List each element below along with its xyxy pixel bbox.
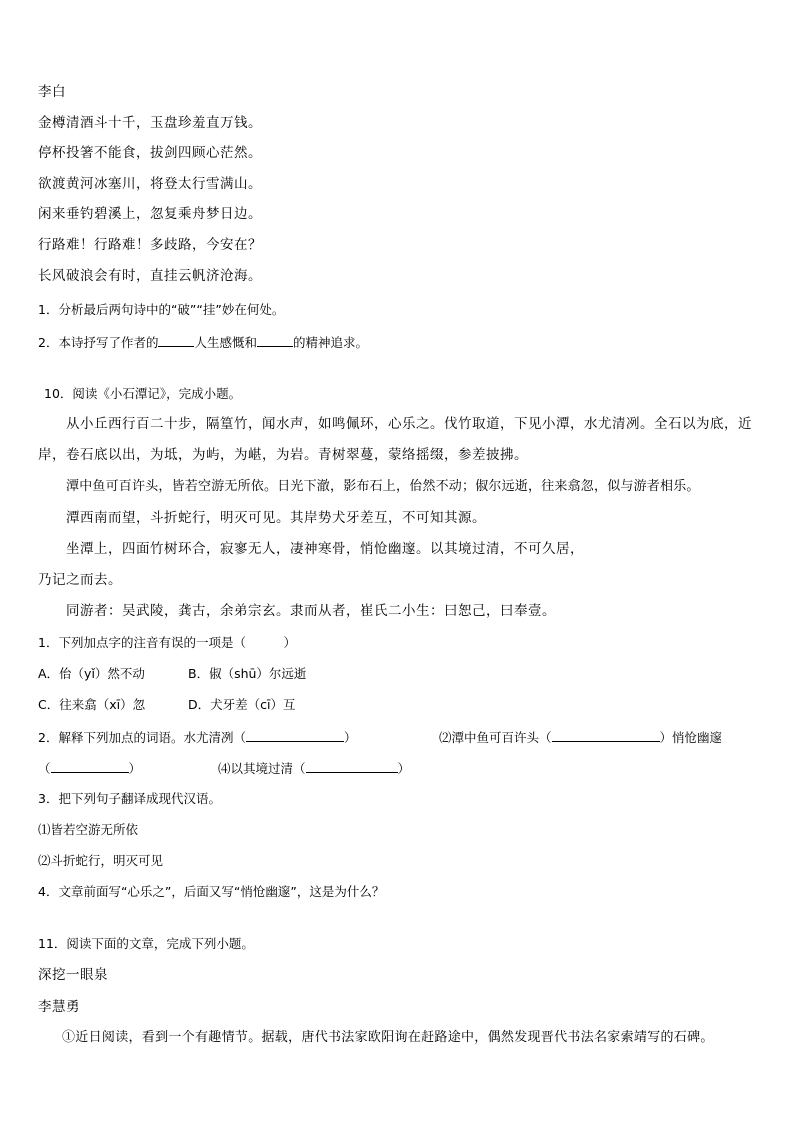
question-text: ） [128,761,142,776]
text-paragraph: 潭西南而望，斗折蛇行，明灭可见。其岸势犬牙差互，不可知其源。 [66,510,486,526]
question-text: 人生感慨和 [194,335,257,350]
article-title: 深挖一眼泉 [38,967,108,983]
answer-blank[interactable] [552,728,660,742]
question-text: ⑷以其境过清（ [218,761,306,776]
text-paragraph: 潭中鱼可百许头，皆若空游无所依。日光下澈，影布石上，佁然不动；俶尔远逝，往来翕忽，似与游者相乐。 [66,479,700,494]
poem-line: 停杯投箸不能食，拔剑四顾心茫然。 [38,145,262,161]
answer-blank[interactable] [306,759,398,773]
text-paragraph: 坐潭上，四面竹树环合，寂寥无人，凄神寒骨，悄怆幽邃。以其境过清，不可久居， [66,541,584,557]
poem-line: 长风破浪会有时，直挂云帆济沧海。 [38,268,262,284]
question-text: ）悄怆幽邃 [659,730,723,745]
question-4: 4．文章前面写“心乐之”，后面又写“悄怆幽邃”，这是为什么？ [38,884,385,899]
poem-line: 行路难！行路难！多歧路，今安在？ [38,237,262,253]
question-2-part [38,759,141,777]
question-text: 2．本诗抒写了作者的 [38,335,159,350]
text-paragraph: 岸，卷石底以出，为坻，为屿，为嵁，为岩。青树翠蔓，蒙络摇缀，参差披拂。 [38,447,528,463]
question-2 [38,728,356,746]
text-paragraph: 从小丘西行百二十步，隔篁竹，闻水声，如鸣佩环，心乐之。伐竹取道，下见小潭，水尤清冽。全石以为底，近 [66,416,752,432]
question-text: 2．解释下列加点的词语。水尤清冽（ [38,730,246,745]
question-text: ） [343,730,357,745]
option-b[interactable]: B．俶（shū）尔远逝 [188,666,307,681]
option-a[interactable]: A．佁（yǐ）然不动 [38,666,145,681]
question-text: （ [38,761,51,776]
answer-blank[interactable] [246,728,344,742]
article-author: 李慧勇 [38,999,80,1015]
question-3-item: ⑵斗折蛇行，明灭可见 [38,853,164,868]
section-heading: 10．阅读《小石潭记》，完成小题。 [44,386,242,401]
answer-blank[interactable] [257,333,293,347]
question-text: ⑵潭中鱼可百许头（ [439,730,552,745]
answer-blank[interactable] [158,333,194,347]
poem-line: 欲渡黄河冰塞川，将登太行雪满山。 [38,176,262,192]
question-1: 1．下列加点字的注音有误的一项是（ ） [38,635,296,650]
question-text: ） [397,761,411,776]
poem-question-2 [38,333,368,351]
answer-blank[interactable] [51,759,129,773]
option-c[interactable]: C．往来翕（xī）忽 [38,697,146,712]
option-d[interactable]: D．犬牙差（cī）互 [188,697,296,712]
question-2-part [439,728,722,746]
text-paragraph: 乃记之而去。 [38,572,122,588]
text-paragraph: 同游者：吴武陵，龚古，余弟宗玄。隶而从者，崔氏二小生：曰恕己，曰奉壹。 [66,603,556,619]
poem-author: 李白 [38,84,66,100]
poem-question-1: 1．分析最后两句诗中的“破”“挂”妙在何处。 [38,302,285,317]
article-paragraph: ①近日阅读，看到一个有趣情节。据载，唐代书法家欧阳询在赶路途中，偶然发现晋代书法名家索靖写的石碑。 [62,1030,714,1045]
question-3: 3．把下列句子翻译成现代汉语。 [38,791,221,806]
question-2-part [218,759,410,777]
poem-line: 闲来垂钓碧溪上，忽复乘舟梦日边。 [38,206,262,222]
question-3-item: ⑴皆若空游无所依 [38,822,139,837]
question-text: 的精神追求。 [292,335,368,350]
poem-line: 金樽清酒斗十千，玉盘珍羞直万钱。 [38,115,262,131]
section-heading: 11．阅读下面的文章，完成下列小题。 [38,936,254,951]
